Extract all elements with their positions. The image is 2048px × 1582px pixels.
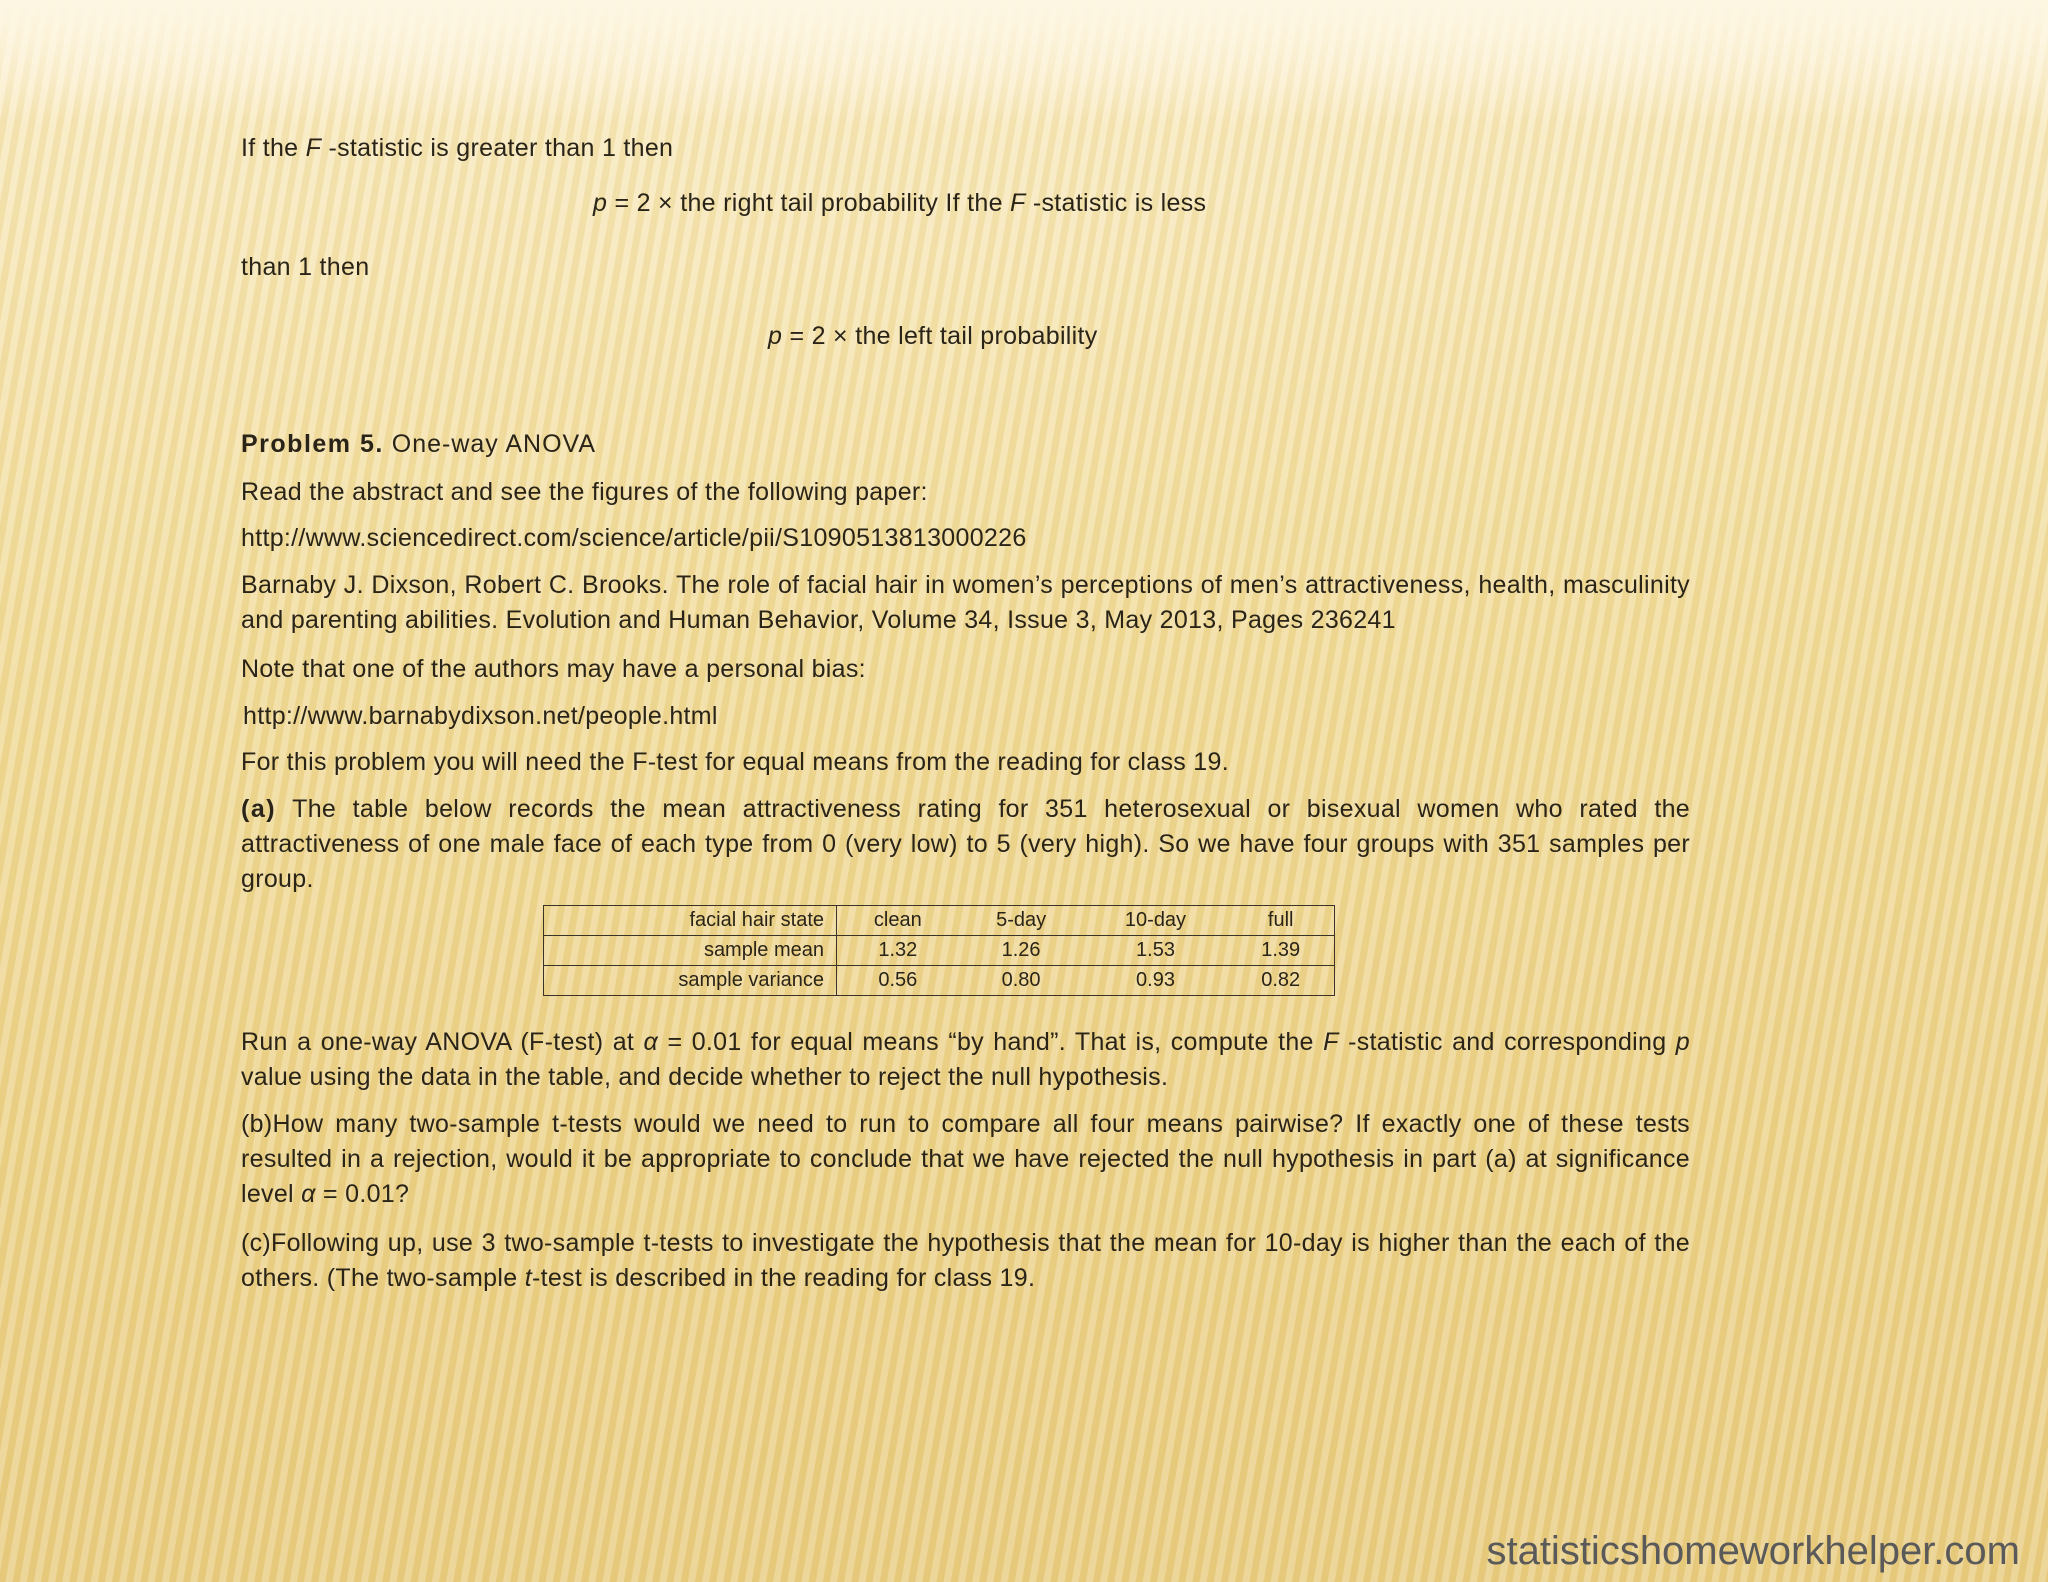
site-watermark: statisticshomeworkhelper.com <box>1486 1529 2020 1573</box>
formula-right-tail: p = 2 × the right tail probability If the F -statistic is less <box>593 189 1207 217</box>
table-cell: 0.80 <box>959 966 1084 996</box>
table-cell: 1.32 <box>837 936 959 966</box>
table-cell: 1.53 <box>1084 936 1228 966</box>
ftest-note: For this problem you will need the F-test for equal means from the reading for class 19. <box>241 748 1229 776</box>
part-b-text: (b)How many two-sample t-tests would we need to run to compare all four means pairwise? If exactly one of these tests resulted in a rejection, would it be appropriate to conclude that we have rejected the null hypothesis in part (a) at significance level α = 0.01? <box>241 1110 1690 1208</box>
part-a-run: Run a one-way ANOVA (F-test) at α = 0.01 for equal means “by hand”. That is, compute the F -statistic and corresponding p value using the data in the table, and decide whether to reject the null hypothesis. <box>241 1028 1690 1091</box>
url-dixson[interactable]: http://www.barnabydixson.net/people.html <box>243 702 718 730</box>
facial-hair-table <box>543 905 1335 996</box>
intro-line-3: than 1 then <box>241 253 370 281</box>
read-instruction: Read the abstract and see the figures of the following paper: <box>241 478 928 506</box>
table-cell: 1.39 <box>1227 936 1334 966</box>
url-sciencedirect[interactable]: http://www.sciencedirect.com/science/article/pii/S1090513813000226 <box>241 524 1027 552</box>
intro-line-1: If the F -statistic is greater than 1 then <box>241 134 674 162</box>
formula-left-tail: p = 2 × the left tail probability <box>768 322 1098 350</box>
table-row <box>544 936 1335 966</box>
table-row-label: sample mean <box>544 936 837 966</box>
table-header-label: facial hair state <box>544 906 837 936</box>
table-col-header: 10-day <box>1084 906 1228 936</box>
table-header-row <box>544 906 1335 936</box>
citation: Barnaby J. Dixson, Robert C. Brooks. The role of facial hair in women’s perceptions of men’s attractiveness, health, masculinity and parenting abilities. Evolution and Human Behavior, Volume 34, Issue 3, May 2013, Pages 236241 <box>241 571 1690 634</box>
table-col-header: full <box>1227 906 1334 936</box>
part-a-text: (a) The table below records the mean attractiveness rating for 351 heterosexual or bisexual women who rated the attractiveness of one male face of each type from 0 (very low) to 5 (very high). So we have four groups with 351 samples per group. <box>241 795 1690 893</box>
problem-heading: Problem 5. One-way ANOVA <box>241 430 597 458</box>
table-col-header: clean <box>837 906 959 936</box>
table-cell: 0.82 <box>1227 966 1334 996</box>
part-c-text: (c)Following up, use 3 two-sample t-tests to investigate the hypothesis that the mean for 10-day is higher than the each of the others. (The two-sample t-test is described in the reading for class 19. <box>241 1229 1690 1292</box>
table-cell: 0.56 <box>837 966 959 996</box>
table-cell: 0.93 <box>1084 966 1228 996</box>
table-row <box>544 966 1335 996</box>
table-col-header: 5-day <box>959 906 1084 936</box>
table-cell: 1.26 <box>959 936 1084 966</box>
bias-note: Note that one of the authors may have a personal bias: <box>241 655 866 683</box>
table-row-label: sample variance <box>544 966 837 996</box>
